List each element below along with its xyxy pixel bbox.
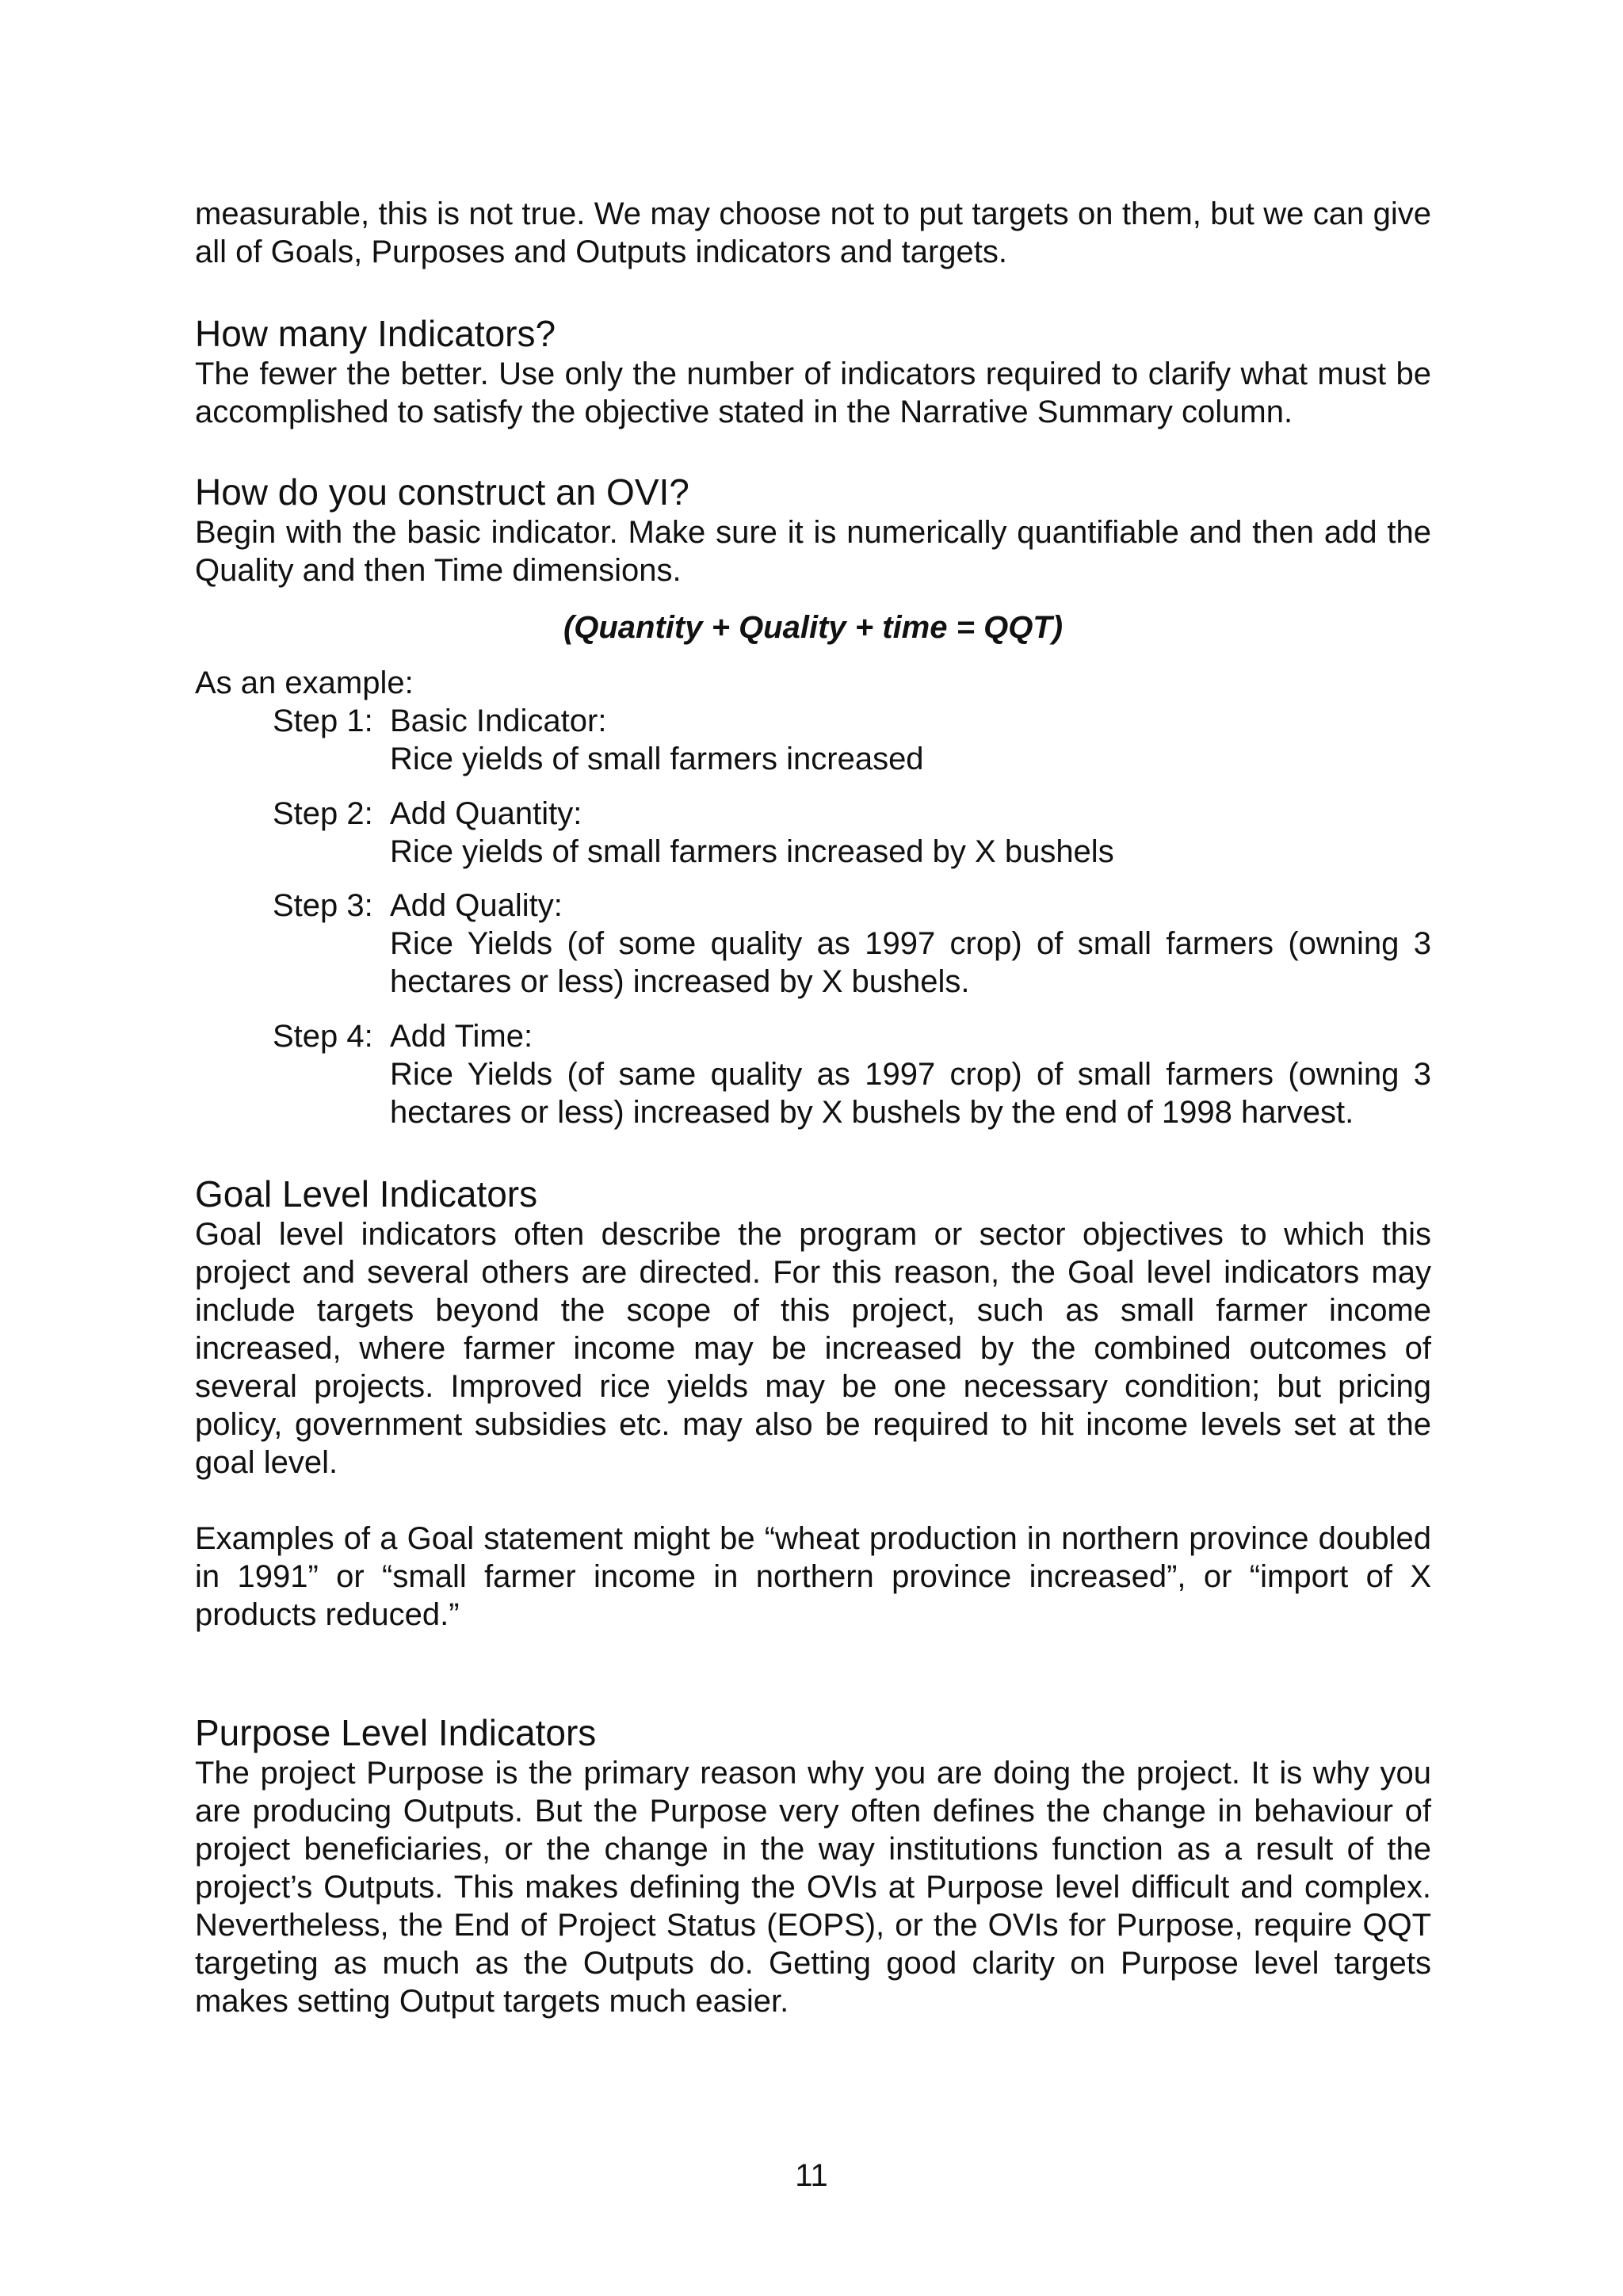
- step-3-detail: Rice Yields (of some quality as 1997 crop) of small farmers (owning 3 hectares or less) increased by X bushels.: [390, 926, 1431, 999]
- step-2-label: Step 2:: [273, 796, 373, 831]
- step-1-title: Basic Indicator:: [390, 704, 607, 738]
- heading-goal-level-indicators: Goal Level Indicators: [195, 1173, 538, 1215]
- intro-paragraph-block: [195, 195, 1431, 271]
- step-4-label: Step 4:: [273, 1019, 373, 1054]
- section-purpose-level: [195, 1711, 1431, 2020]
- heading-construct-ovi: How do you construct an OVI?: [195, 471, 689, 513]
- qqt-formula: (Quantity + Quality + time = QQT): [563, 610, 1064, 645]
- section-goal-level: [195, 1173, 1431, 1482]
- step-3-label: Step 3:: [273, 888, 373, 923]
- step-1-label: Step 1:: [273, 704, 373, 738]
- paragraph-purpose-level-indicators: The project Purpose is the primary reason why you are doing the project. It is why you are producing Outputs. But the Purpose very often defines the change in behaviour of project beneficiaries, or the change in the way institutions function as a result of the project’s Outputs. This makes defining the OVIs at Purpose level difficult and complex. Nevertheless, the End of Project Status (EOPS), or the OVIs for Purpose, require QQT targeting as much as the Outputs do. Getting good clarity on Purpose level targets makes setting Output targets much easier.: [195, 1756, 1431, 2019]
- paragraph-how-many-indicators: The fewer the better. Use only the number of indicators required to clarify what must be accomplished to satisfy the objective stated in the Narrative Summary column.: [195, 357, 1431, 429]
- paragraph-construct-ovi: Begin with the basic indicator. Make sure it is numerically quantifiable and then add the Quality and then Time dimensions.: [195, 515, 1431, 588]
- paragraph-goal-examples: Examples of a Goal statement might be “wheat production in northern province doubled in 1991” or “small farmer income in northern province increased”, or “import of X products reduced.”: [195, 1521, 1431, 1632]
- step-2-title: Add Quantity:: [390, 796, 582, 831]
- heading-how-many-indicators: How many Indicators?: [195, 313, 556, 354]
- goal-examples-block: [195, 1520, 1431, 1634]
- section-construct-ovi: [195, 471, 1431, 589]
- step-4-detail: Rice Yields (of same quality as 1997 crop) of small farmers (owning 3 hectares or less) increased by X bushels by the end of 1998 harvest.: [390, 1057, 1431, 1130]
- step-3-title: Add Quality:: [390, 888, 563, 923]
- paragraph-goal-level-indicators: Goal level indicators often describe the program or sector objectives to which this project and several others are directed. For this reason, the Goal level indicators may include targets beyond the scope of this project, such as small farmer income increased, where farmer income may be increased by the combined outcomes of several projects. Improved rice yields may be one necessary condition; but pricing policy, government subsidies etc. may also be required to hit income levels set at the goal level.: [195, 1217, 1431, 1480]
- page-number: 11: [795, 2158, 828, 2193]
- heading-purpose-level-indicators: Purpose Level Indicators: [195, 1712, 597, 1753]
- step-4-title: Add Time:: [390, 1019, 533, 1054]
- section-how-many: [195, 312, 1431, 431]
- intro-paragraph: measurable, this is not true. We may choose not to put targets on them, but we can give all of Goals, Purposes and Outputs indicators and targets.: [195, 196, 1431, 269]
- example-intro: As an example:: [195, 666, 414, 700]
- step-2-detail: Rice yields of small farmers increased by X bushels: [390, 834, 1114, 869]
- step-1-detail: Rice yields of small farmers increased: [390, 742, 924, 776]
